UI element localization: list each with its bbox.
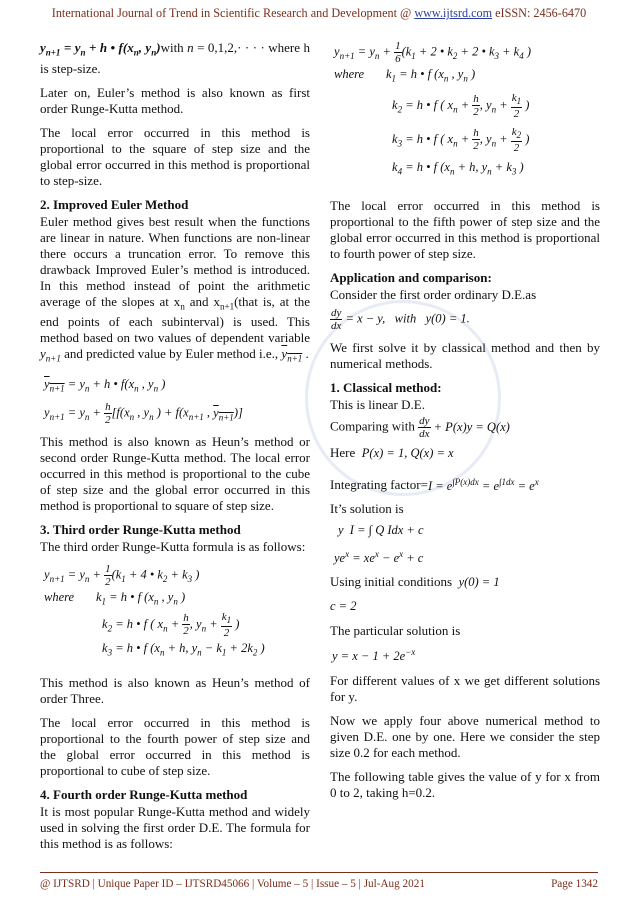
integrating-factor-line: Integrating factor=I = $e^{\int P(x)dx} = e^{\int 1dx} = e^x$	[330, 476, 539, 493]
using-ic-label: Using initial conditions	[330, 573, 453, 589]
rk4-k1: where $k_1 = h$ • f ($x_n$ , $y_n$ )	[334, 67, 476, 84]
journal-issn: eISSN: 2456-6470	[492, 6, 587, 20]
euler-formula-para: $y_{n+1} = y_n + h$ • $f(x_n$, $y_n)with$ n = 0,1,2,· · · · where h is step-size.	[40, 40, 310, 76]
third-order-heading: 3. Third order Runge-Kutta method	[40, 522, 241, 538]
application-intro: Consider the first order ordinary D.E.as	[330, 287, 537, 303]
euler-error-para: The local error occurred in this method is proportional to the square of step size and the global error occurred in this method is proportional to step-size.	[40, 124, 310, 188]
improved-euler-heading: 2. Improved Euler Method	[40, 196, 189, 212]
comparing-label: Comparing with	[330, 418, 415, 434]
rk3-k3: $k_3 = h$ • f ($x_n + h$, $y_n - k_1 + 2k_2$ )	[102, 640, 265, 658]
here-label: Here	[330, 445, 356, 461]
journal-title: International Journal of Trend in Scientific Research and Development @	[51, 6, 415, 20]
corrector-equation: $y_{n+1} = y_n$ + $\frac{h}{2}$ [$f(x_n$ , $y_n$ ) + $f(x_{n+1}$ , $y_{n+1}$)]	[44, 401, 243, 427]
ode-equation: $\frac{dy}{dx}$ = x − y, with y(0) = 1.	[331, 307, 470, 333]
solution-integral: y I = ∫ Q Idx + c	[338, 522, 424, 537]
classical-heading: 1. Classical method:	[330, 380, 442, 396]
rk4-main-equation: $y_{n+1} = y_n$ + $\frac{1}{6}$ ($k_1 + 2$ • $k_2 + 2$ • $k_3 + k_4$ )	[334, 40, 532, 65]
heun-para: This method is also known as Heun’s method or second order Runge-Kutta method. The local error occurred in this method is proportional to the cube of step size and the global error occurred in this method is proportional to square of step size.	[40, 434, 310, 514]
particular-solution: $y = x - 1 + 2e^{-x}$	[332, 646, 416, 663]
rk3-main-equation: $y_{n+1} = y_n$ + $\frac{1}{2}$ ($k_1 + 4$ • $k_2 + k_3$ )	[44, 563, 200, 589]
rk4-k2: $k_2 = h$ • f ( $x_n$ + $\frac{h}{2}$ , $y_n$ + $\frac{k_1}{2}$ )	[392, 91, 530, 120]
footer-info: @ IJTSRD | Unique Paper ID – IJTSRD45066 | Volume – 5 | Issue – 5 | Jul-Aug 2021	[40, 878, 425, 890]
rk3-equations	[44, 563, 310, 661]
page-footer	[40, 878, 598, 890]
here-line: Here P(x) = 1, Q(x) = x	[330, 445, 454, 461]
apply-methods-para: Now we apply four above numerical method to given D.E. one by one. Here we consider the step size 0.2 for each method.	[330, 712, 600, 760]
rk3-error-para: The local error occurred in this method is proportional to the fourth power of step size and the global error occurred in this method is proportional to cube of step size.	[40, 715, 310, 779]
page-number: Page 1342	[551, 878, 598, 890]
initial-conditions-line: Using initial conditions y(0) = 1	[330, 573, 500, 589]
fourth-order-intro: It is most popular Runge-Kutta method and widely used in solving the first order D.E. The formula for this method is as follows:	[40, 804, 310, 852]
rk4-k4: $k_4 = h$ • f ($x_n + h$, $y_n + k_3$ )	[392, 159, 524, 177]
solution-expanded: $ye^x = xe^x - e^x + c$	[334, 548, 424, 565]
different-values-para: For different values of x we get different solutions for y.	[330, 672, 600, 704]
integrating-label: Integrating factor=	[330, 477, 428, 493]
solve-intro-para: We first solve it by classical method and then by numerical methods.	[330, 340, 600, 372]
c-value: c = 2	[330, 598, 357, 613]
page-header	[0, 6, 638, 21]
improved-euler-equations	[44, 375, 310, 427]
left-column	[40, 40, 310, 860]
rk3-k1: where $k_1 = h$ • f ($x_n$ , $y_n$ )	[44, 590, 186, 607]
rk3-heun-para: This method is also known as Heun’s method of order Three.	[40, 675, 310, 707]
fourth-order-heading: 4. Fourth order Runge-Kutta method	[40, 787, 248, 803]
journal-url-link[interactable]: www.ijtsrd.com	[414, 6, 493, 20]
application-heading: Application and comparison:	[330, 270, 492, 286]
euler-rk-para: Later on, Euler’s method is also known as first order Runge-Kutta method.	[40, 84, 310, 116]
rk4-equations	[334, 40, 600, 180]
linear-de-text: This is linear D.E.	[330, 397, 425, 413]
right-column	[330, 40, 600, 809]
rk4-error-para: The local error occurred in this method is proportional to the fifth power of step size and the global error occurred in this method is proportional to fourth power of step size.	[330, 198, 600, 262]
comparing-line: Comparing with $\frac{dy}{dx}$ + P(x)y = Q(x)	[330, 415, 510, 441]
its-solution-label: It’s solution is	[330, 500, 404, 516]
footer-divider	[40, 872, 598, 873]
predictor-equation: $y_{n+1} = y_n + h$ • $f(x_n$ , $y_n$ )	[44, 376, 166, 394]
rk4-k3: $k_3 = h$ • f ( $x_n$ + $\frac{h}{2}$ , $y_n$ + $\frac{k_2}{2}$ )	[392, 125, 530, 154]
improved-euler-para: Euler method gives best result when the functions are linear in nature. When functions are non-linear there occurs a truncation error. To remove this drawback Improved Euler’s method is introduced. In this method instead of point the arithmetic average of the slopes at $x_n$ and $x_{n+1}(that$ is, at the end points of each subinterval) is used. This method based on two values of dependent variable $y_{n+1}$ and predicted value by Euler method i.e., $y_{n+1}$ .	[40, 213, 310, 364]
third-order-intro: The third order Runge-Kutta formula is as follows:	[40, 539, 306, 555]
particular-solution-label: The particular solution is	[330, 622, 461, 638]
table-intro-para: The following table gives the value of y for x from 0 to 2, taking h=0.2.	[330, 768, 600, 800]
rk3-k2: $k_2 = h$ • f ( $x_n$ + $\frac{h}{2}$ , $y_n$ + $\frac{k_1}{2}$ )	[102, 610, 240, 639]
